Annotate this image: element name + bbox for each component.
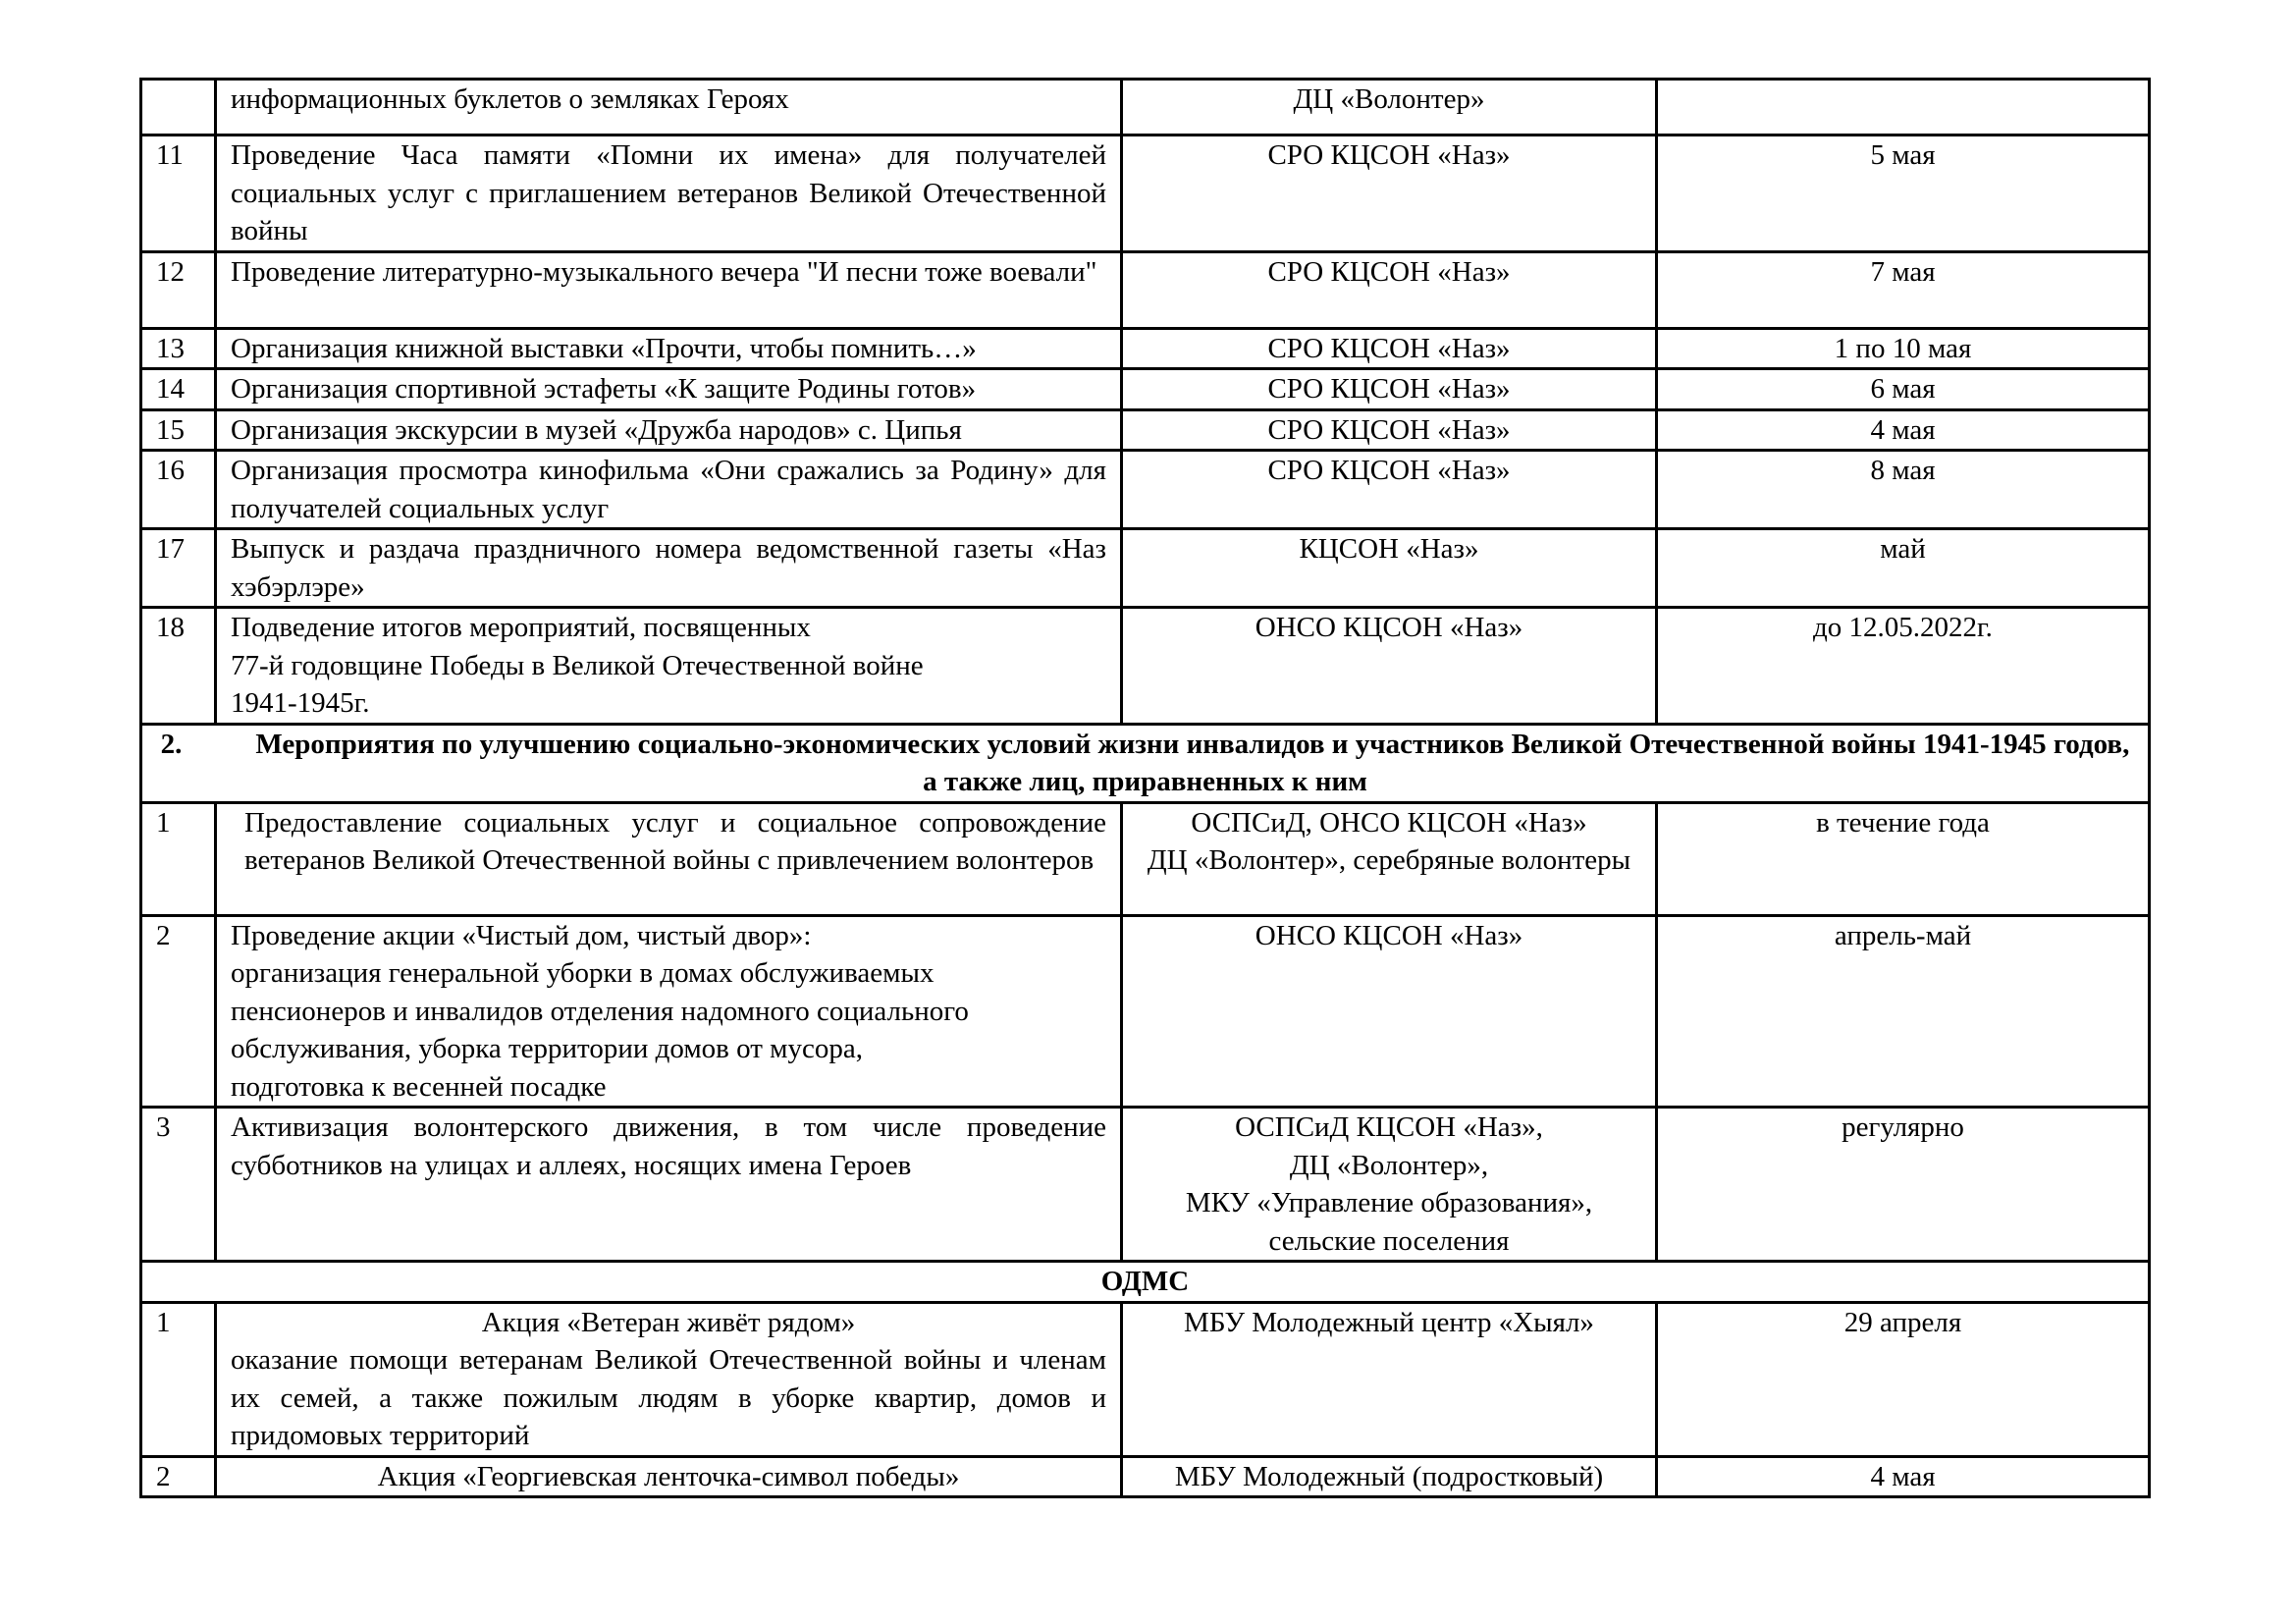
row-number: 13	[141, 328, 216, 369]
table-row	[141, 409, 2150, 451]
table-row	[141, 251, 2150, 328]
row-number: 14	[141, 369, 216, 410]
row-description	[216, 1302, 1122, 1456]
events-table	[139, 78, 2151, 1498]
section-number: 2.	[160, 728, 183, 760]
row-description: Проведение литературно-музыкального вечера "И песни тоже воевали"	[216, 251, 1122, 328]
row-description	[216, 608, 1122, 725]
row-date: 1 по 10 мая	[1657, 328, 2150, 369]
row-number: 17	[141, 529, 216, 608]
table-row	[141, 1456, 2150, 1497]
row-number: 3	[141, 1108, 216, 1262]
row-description: Организация книжной выставки «Прочти, чтобы помнить…»	[216, 328, 1122, 369]
row-organizer	[1122, 1108, 1657, 1262]
row-number: 16	[141, 451, 216, 529]
row-date: регулярно	[1657, 1108, 2150, 1262]
organizer-line: ДЦ «Волонтер»,	[1289, 1149, 1489, 1181]
description-line: Подведение итогов мероприятий, посвященных	[231, 612, 811, 643]
row-organizer: КЦСОН «Наз»	[1122, 529, 1657, 608]
row-organizer: СРО КЦСОН «Наз»	[1122, 251, 1657, 328]
row-description	[216, 80, 1122, 135]
row-organizer: МБУ Молодежный центр «Хыял»	[1122, 1302, 1657, 1456]
description-line: организация генеральной уборки в домах обслуживаемых	[231, 957, 934, 989]
table-row	[141, 328, 2150, 369]
table-row	[141, 608, 2150, 725]
row-organizer: СРО КЦСОН «Наз»	[1122, 135, 1657, 252]
description-line: подготовка к весенней посадке	[231, 1070, 607, 1103]
description-title: Акция «Ветеран живёт рядом»	[481, 1306, 856, 1338]
row-description: Выпуск и раздача праздничного номера ведомственной газеты «Наз хэбэрлэре»	[216, 529, 1122, 608]
table-row	[141, 135, 2150, 252]
row-number: 2	[141, 1456, 216, 1497]
row-number: 2	[141, 915, 216, 1108]
row-number: 11	[141, 135, 216, 252]
table-row	[141, 369, 2150, 410]
table-row	[141, 1302, 2150, 1456]
organizer-line: ОСПСиД, ОНСО КЦСОН «Наз»	[1191, 806, 1587, 839]
row-organizer: МБУ Молодежный (подростковый)	[1122, 1456, 1657, 1497]
description-line: Проведение акции «Чистый дом, чистый двор»:	[231, 919, 812, 951]
section-header-row	[141, 1262, 2150, 1303]
row-date: апрель-май	[1657, 915, 2150, 1108]
table-row	[141, 529, 2150, 608]
description-line: информационных буклетов о земляках Героях	[231, 83, 789, 115]
row-date: 5 мая	[1657, 135, 2150, 252]
section-title: Мероприятия по улучшению социально-экономических условий жизни инвалидов и участников Великой Отечественной войны 1941-1945 годов, а также лиц, приравненных к ним	[255, 728, 2130, 797]
description-line: пенсионеров и инвалидов отделения надомного социального	[231, 995, 969, 1027]
table-row	[141, 802, 2150, 915]
row-date: 7 мая	[1657, 251, 2150, 328]
row-description: Активизация волонтерского движения, в том числе проведение субботников на улицах и аллеях, носящих имена Героев	[216, 1108, 1122, 1262]
row-organizer: СРО КЦСОН «Наз»	[1122, 328, 1657, 369]
row-number: 1	[141, 1302, 216, 1456]
description-line: обслуживания, уборка территории домов от мусора,	[231, 1033, 864, 1064]
description-line: оказание помощи ветеранам Великой Отечественной войны и членам их семей, а также пожилым людям в уборке квартир, домов и придомовых территорий	[231, 1344, 1106, 1451]
row-number	[141, 80, 216, 135]
description-line: 1941-1945г.	[231, 687, 370, 719]
row-organizer: СРО КЦСОН «Наз»	[1122, 451, 1657, 529]
organizer-line: сельские поселения	[1268, 1224, 1510, 1257]
events-table-body	[141, 80, 2150, 1497]
row-date: май	[1657, 529, 2150, 608]
row-organizer: ОНСО КЦСОН «Наз»	[1122, 915, 1657, 1108]
row-organizer: СРО КЦСОН «Наз»	[1122, 369, 1657, 410]
table-row	[141, 1108, 2150, 1262]
row-date: в течение года	[1657, 802, 2150, 915]
row-description: Организация просмотра кинофильма «Они сражались за Родину» для получателей социальных услуг	[216, 451, 1122, 529]
row-number: 15	[141, 409, 216, 451]
row-description: Акция «Георгиевская ленточка-символ победы»	[216, 1456, 1122, 1497]
row-date: 4 мая	[1657, 1456, 2150, 1497]
section-header	[141, 724, 2150, 802]
row-date	[1657, 80, 2150, 135]
organizer-line: ДЦ «Волонтер», серебряные волонтеры	[1147, 844, 1631, 876]
organizer-line: ДЦ «Волонтер»	[1293, 83, 1485, 115]
section-header: ОДМС	[141, 1262, 2150, 1303]
section-header-row	[141, 724, 2150, 802]
row-organizer: СРО КЦСОН «Наз»	[1122, 409, 1657, 451]
row-organizer	[1122, 80, 1657, 135]
organizer-line: МКУ «Управление образования»,	[1185, 1187, 1593, 1218]
row-number: 12	[141, 251, 216, 328]
row-date: 4 мая	[1657, 409, 2150, 451]
row-date: 6 мая	[1657, 369, 2150, 410]
row-description: Проведение Часа памяти «Помни их имена» для получателей социальных услуг с приглашением ветеранов Великой Отечественной войны	[216, 135, 1122, 252]
row-date: 29 апреля	[1657, 1302, 2150, 1456]
row-description: Предоставление социальных услуг и социальное сопровождение ветеранов Великой Отечественной войны с привлечением волонтеров	[216, 802, 1122, 915]
row-number: 18	[141, 608, 216, 725]
row-organizer	[1122, 802, 1657, 915]
row-organizer: ОНСО КЦСОН «Наз»	[1122, 608, 1657, 725]
row-description	[216, 915, 1122, 1108]
row-date: до 12.05.2022г.	[1657, 608, 2150, 725]
row-date: 8 мая	[1657, 451, 2150, 529]
organizer-line: ОСПСиД КЦСОН «Наз»,	[1235, 1111, 1543, 1143]
table-row	[141, 451, 2150, 529]
table-row	[141, 915, 2150, 1108]
row-number: 1	[141, 802, 216, 915]
row-description: Организация экскурсии в музей «Дружба народов» с. Ципья	[216, 409, 1122, 451]
row-description: Организация спортивной эстафеты «К защите Родины готов»	[216, 369, 1122, 410]
table-row	[141, 80, 2150, 135]
description-line: 77-й годовщине Победы в Великой Отечественной войне	[231, 649, 924, 681]
